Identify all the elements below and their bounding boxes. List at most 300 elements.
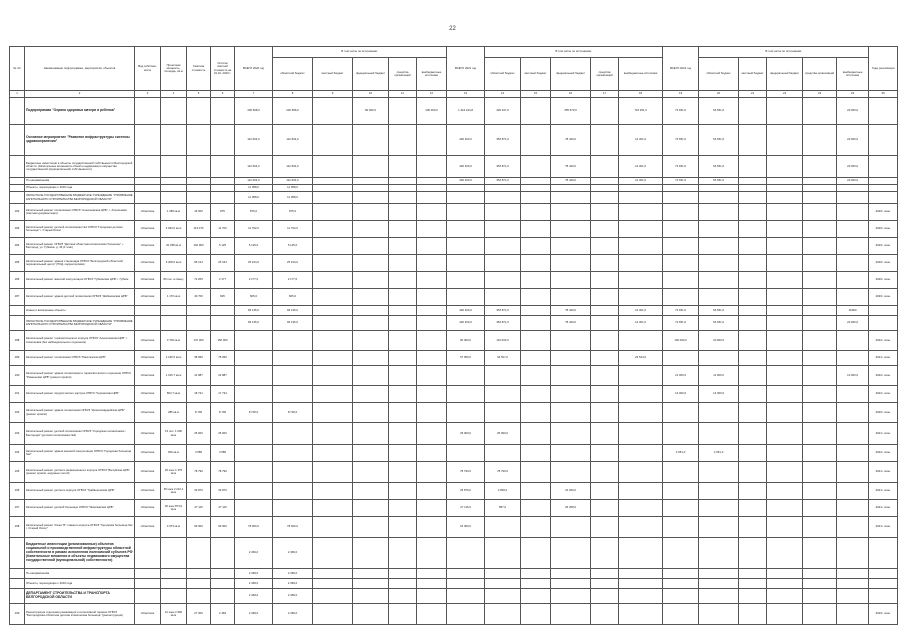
table-cell: 446 200,0 — [447, 178, 485, 185]
row-name-cell: Капитальный ремонт детской больницы ОГБУЗ "Яковлевская ЦРБ" — [25, 500, 135, 517]
table-cell: 60 000,0 — [447, 331, 485, 351]
table-cell — [521, 272, 551, 289]
row-name-cell: Капитальный ремонт детского инфекционного корпуса ОГБУЗ "Валуйская ЦРБ" (ремонт кровли, наружных сетей) — [25, 462, 135, 483]
table-cell — [767, 156, 803, 178]
table-row — [10, 483, 898, 500]
table-cell — [619, 445, 663, 462]
table-cell — [619, 185, 663, 192]
table-cell — [417, 604, 447, 625]
table-cell: 2 469,0 — [235, 579, 273, 589]
table-cell — [803, 204, 837, 221]
table-cell — [161, 192, 187, 204]
table-cell — [485, 185, 521, 192]
table-cell — [273, 386, 313, 403]
table-cell — [447, 221, 485, 238]
table-cell: 2020г. окон. — [869, 604, 898, 625]
table-cell — [767, 579, 803, 589]
table-cell — [389, 192, 417, 204]
table-cell — [521, 204, 551, 221]
table-cell: 25 164,0 — [273, 255, 313, 272]
table-cell — [389, 423, 417, 445]
table-cell — [767, 445, 803, 462]
table-cell — [803, 423, 837, 445]
table-cell: областная — [135, 366, 161, 386]
table-cell: 193 — [10, 423, 25, 445]
table-cell: 2022г. окон. — [869, 445, 898, 462]
table-cell — [447, 445, 485, 462]
table-cell — [417, 238, 447, 255]
table-cell: 78 790 — [187, 462, 211, 483]
table-cell — [803, 604, 837, 625]
table-cell — [161, 569, 187, 579]
table-cell: 2 469,0 — [273, 569, 313, 579]
table-cell — [663, 423, 699, 445]
table-cell: 446 200,0 — [447, 316, 485, 331]
table-cell: 20 258 кв.м — [161, 238, 187, 255]
table-cell — [447, 289, 485, 306]
table-cell: 2 469,0 — [235, 569, 273, 579]
table-cell: 96 135,0 — [235, 306, 273, 316]
table-cell — [739, 125, 767, 156]
table-cell — [235, 386, 273, 403]
table-cell — [869, 156, 898, 178]
table-cell: 183 — [10, 221, 25, 238]
table-cell — [739, 178, 767, 185]
table-cell — [663, 289, 699, 306]
table-cell — [389, 306, 417, 316]
table-cell — [619, 517, 663, 538]
table-cell — [767, 238, 803, 255]
table-cell — [161, 178, 187, 185]
table-cell — [313, 221, 353, 238]
column-number: 1 — [10, 91, 25, 98]
table-cell — [837, 238, 869, 255]
table-cell — [591, 289, 619, 306]
table-cell — [187, 156, 211, 178]
table-cell — [591, 604, 619, 625]
table-cell — [767, 272, 803, 289]
table-cell — [187, 178, 211, 185]
table-cell — [485, 272, 521, 289]
table-cell: 194 — [10, 445, 25, 462]
table-cell — [417, 204, 447, 221]
table-cell: 33 870 — [187, 483, 211, 500]
table-cell — [353, 589, 389, 604]
table-cell — [739, 386, 767, 403]
table-cell — [803, 403, 837, 423]
table-cell: 2020г. окон. — [869, 204, 898, 221]
table-cell — [803, 255, 837, 272]
table-cell — [699, 192, 739, 204]
header-total-2021: ВСЕГО 2021 год — [447, 47, 485, 91]
table-row — [10, 589, 898, 604]
table-cell — [803, 98, 837, 125]
table-cell — [591, 221, 619, 238]
table-cell — [551, 192, 591, 204]
table-cell: областная — [135, 272, 161, 289]
table-row — [10, 462, 898, 483]
table-cell: 446 200,0 — [447, 125, 485, 156]
header-remaining: Остаток сметной стоимости на 01.01. 2020 г. — [211, 47, 235, 91]
table-cell — [803, 462, 837, 483]
table-cell: 27 115 — [211, 500, 235, 517]
table-cell — [739, 306, 767, 316]
table-cell — [10, 125, 25, 156]
table-cell: 54 651,0 — [699, 316, 739, 331]
table-cell — [485, 445, 521, 462]
table-cell — [313, 445, 353, 462]
table-cell — [161, 98, 187, 125]
table-cell: 93 000 — [211, 517, 235, 538]
table-cell: 74 651,0 — [663, 316, 699, 331]
table-cell — [551, 589, 591, 604]
column-number: 6 — [211, 91, 235, 98]
table-cell — [417, 423, 447, 445]
table-cell: 2021г. окон. — [869, 351, 898, 366]
table-cell — [447, 185, 485, 192]
table-cell — [551, 423, 591, 445]
table-cell — [837, 589, 869, 604]
table-cell — [417, 351, 447, 366]
table-cell — [235, 331, 273, 351]
table-cell: 191 — [10, 386, 25, 403]
header-group-2022: В том числе по источникам: — [699, 47, 869, 58]
table-cell — [663, 185, 699, 192]
table-cell: 8 700 — [187, 403, 211, 423]
budget-table — [9, 46, 898, 625]
table-cell — [313, 604, 353, 625]
table-cell: 5 125 — [211, 238, 235, 255]
table-cell — [353, 366, 389, 386]
table-cell: 16 000 — [187, 204, 211, 221]
table-cell — [837, 192, 869, 204]
table-cell — [313, 272, 353, 289]
table-cell — [803, 517, 837, 538]
table-cell: 2022г. окон. — [869, 366, 898, 386]
table-cell: 182 — [10, 204, 25, 221]
table-cell — [837, 255, 869, 272]
column-number: 3 — [135, 91, 161, 98]
table-cell: 93 000 — [187, 517, 211, 538]
table-cell — [313, 589, 353, 604]
table-cell — [551, 255, 591, 272]
table-cell — [663, 272, 699, 289]
column-number: 14 — [485, 91, 521, 98]
row-name-cell: Капитальный ремонт детского корпуса ОГБУЗ "Грайворонская ЦРБ" — [25, 483, 135, 500]
table-cell — [837, 185, 869, 192]
table-cell — [447, 204, 485, 221]
table-cell — [10, 579, 25, 589]
table-cell — [447, 366, 485, 386]
table-cell: 2021г. окон. — [869, 483, 898, 500]
table-cell: 2 469,0 — [273, 538, 313, 569]
table-cell: 2020г. окон. — [869, 255, 898, 272]
header-total-2022: ВСЕГО 2022 год — [663, 47, 699, 91]
table-cell — [135, 306, 161, 316]
table-cell: 78 790,0 — [447, 462, 485, 483]
table-cell — [767, 423, 803, 445]
table-cell: 112 604,0 — [235, 156, 273, 178]
table-cell: 34 527,0 — [485, 351, 521, 366]
table-cell: 78 790 — [211, 462, 235, 483]
column-number: 23 — [803, 91, 837, 98]
table-cell — [389, 366, 417, 386]
table-cell — [353, 538, 389, 569]
table-cell: областная — [135, 500, 161, 517]
table-cell: 10 000,0 — [837, 366, 869, 386]
table-cell: 5 125,0 — [235, 238, 273, 255]
table-cell: 80 пос. в смену — [161, 272, 187, 289]
table-cell — [353, 255, 389, 272]
table-cell — [869, 569, 898, 579]
table-cell: 31 040,0 — [551, 483, 591, 500]
table-cell — [803, 538, 837, 569]
table-cell — [235, 500, 273, 517]
table-cell — [313, 289, 353, 306]
table-cell: 23 524,0 — [619, 351, 663, 366]
table-cell: 353 871,0 — [485, 316, 521, 331]
table-cell — [417, 331, 447, 351]
table-cell — [211, 125, 235, 156]
table-cell — [663, 517, 699, 538]
table-row — [10, 500, 898, 517]
table-cell — [521, 306, 551, 316]
table-cell — [869, 192, 898, 204]
table-cell — [699, 569, 739, 579]
table-row — [10, 289, 898, 306]
table-cell — [273, 351, 313, 366]
table-cell — [521, 445, 551, 462]
table-row — [10, 423, 898, 445]
table-cell: 14 301,0 — [619, 156, 663, 178]
table-cell — [521, 500, 551, 517]
table-cell — [837, 517, 869, 538]
table-cell — [389, 445, 417, 462]
table-row — [10, 351, 898, 366]
column-number: 2 — [25, 91, 135, 98]
column-numbers-row — [10, 91, 898, 98]
table-cell — [803, 351, 837, 366]
row-name-cell: Капитальный ремонт терапевтического корпуса ОГБУЗ "Алексеевская ЦРБ" г. Алексеевка (без наблюдательного отделения) — [25, 331, 135, 351]
table-cell — [521, 589, 551, 604]
table-row — [10, 403, 898, 423]
table-cell — [389, 331, 417, 351]
table-cell — [619, 331, 663, 351]
column-number: 19 — [663, 91, 699, 98]
table-cell — [767, 604, 803, 625]
table-cell: 196 — [10, 483, 25, 500]
table-cell: 8 700,0 — [273, 403, 313, 423]
table-cell: 30 коек 873,9 кв.м — [161, 500, 187, 517]
table-row — [10, 604, 898, 625]
table-cell — [313, 517, 353, 538]
table-body — [10, 91, 898, 625]
table-cell — [313, 538, 353, 569]
column-number: 8 — [273, 91, 313, 98]
table-cell — [767, 178, 803, 185]
table-row — [10, 221, 898, 238]
table-cell — [521, 462, 551, 483]
table-cell: областная — [135, 238, 161, 255]
header-src-local: местный бюджет — [521, 58, 551, 91]
table-cell: 27 000 — [187, 604, 211, 625]
table-cell: 38 950 — [187, 351, 211, 366]
table-cell: 74 651,0 — [663, 178, 699, 185]
table-cell — [211, 192, 235, 204]
table-cell — [313, 423, 353, 445]
table-cell — [837, 569, 869, 579]
table-cell — [803, 289, 837, 306]
table-cell — [161, 579, 187, 589]
table-cell — [353, 604, 389, 625]
table-cell — [353, 192, 389, 204]
table-cell — [869, 316, 898, 331]
table-cell — [273, 423, 313, 445]
table-cell — [619, 500, 663, 517]
table-cell — [313, 316, 353, 331]
table-cell: областная — [135, 221, 161, 238]
table-cell: областная — [135, 255, 161, 272]
table-cell — [767, 306, 803, 316]
table-cell — [739, 185, 767, 192]
table-cell — [803, 445, 837, 462]
table-cell — [803, 569, 837, 579]
table-cell — [767, 192, 803, 204]
table-cell: областная — [135, 445, 161, 462]
table-cell — [739, 517, 767, 538]
table-cell — [211, 185, 235, 192]
table-cell — [417, 500, 447, 517]
table-cell: 112 604,0 — [273, 125, 313, 156]
table-cell: 104 960 — [187, 238, 211, 255]
table-cell — [417, 192, 447, 204]
table-cell — [739, 255, 767, 272]
table-cell — [551, 204, 591, 221]
table-cell: 90 000,0 — [353, 98, 389, 125]
table-cell: областная — [135, 423, 161, 445]
table-row — [10, 156, 898, 178]
table-cell — [389, 98, 417, 125]
table-cell — [619, 569, 663, 579]
table-cell — [485, 255, 521, 272]
table-cell: 96 135,0 — [235, 316, 273, 331]
table-cell: областная — [135, 604, 161, 625]
table-cell — [521, 125, 551, 156]
table-cell — [447, 604, 485, 625]
table-cell — [837, 331, 869, 351]
table-cell: 4 923,6 кв.м — [161, 221, 187, 238]
table-cell: 96 135,0 — [273, 316, 313, 331]
table-cell: 25 000,0 — [485, 423, 521, 445]
table-cell: 78 426,0 — [551, 125, 591, 156]
table-cell: 78 426,0 — [551, 156, 591, 178]
table-cell — [389, 538, 417, 569]
table-cell: 57 950,0 — [447, 351, 485, 366]
table-cell — [739, 316, 767, 331]
table-cell: 74 651,0 — [663, 125, 699, 156]
table-cell: 4 651,0 — [699, 445, 739, 462]
row-name-cell: Объекты, переходящие с 2019 года — [25, 579, 135, 589]
table-cell: 20 000,0 — [837, 98, 869, 125]
row-name-cell: Новые и включенные объекты — [25, 306, 135, 316]
table-cell — [699, 351, 739, 366]
table-cell — [417, 403, 447, 423]
table-cell — [767, 366, 803, 386]
table-cell — [161, 125, 187, 156]
header-src-local: местный бюджет — [313, 58, 353, 91]
table-cell: 54 651,0 — [699, 98, 739, 125]
table-cell — [767, 351, 803, 366]
table-cell: 446 200,0 — [447, 156, 485, 178]
header-src-federal: федеральный бюджет — [353, 58, 389, 91]
table-cell — [551, 272, 591, 289]
table-cell: 35 коек 2 212,1 кв.м — [161, 483, 187, 500]
table-cell — [447, 569, 485, 579]
table-cell — [869, 125, 898, 156]
table-cell — [619, 272, 663, 289]
table-cell: 100 000,0 — [663, 331, 699, 351]
table-cell: 25 коек 1 375 кв.м — [161, 462, 187, 483]
table-row — [10, 306, 898, 316]
table-row — [10, 255, 898, 272]
table-cell: областная — [135, 386, 161, 403]
column-number: 15 — [521, 91, 551, 98]
table-cell — [353, 351, 389, 366]
table-cell: 2020г. окон. — [869, 289, 898, 306]
table-cell: 353 871,0 — [485, 306, 521, 316]
table-row — [10, 272, 898, 289]
table-cell — [521, 403, 551, 423]
header-src-extra: внебюджетные источники — [837, 58, 869, 91]
table-cell — [187, 306, 211, 316]
table-cell — [211, 306, 235, 316]
table-row — [10, 192, 898, 204]
table-cell — [551, 538, 591, 569]
table-cell — [235, 351, 273, 366]
table-cell — [767, 204, 803, 221]
table-cell — [739, 403, 767, 423]
row-name-cell: Капитальный ремонт поликлиники ОГБУЗ "Ракитянская ЦРБ" — [25, 351, 135, 366]
table-cell: 16 000,0 — [447, 517, 485, 538]
table-cell — [699, 221, 739, 238]
table-cell — [837, 386, 869, 403]
table-cell — [837, 289, 869, 306]
table-cell — [699, 604, 739, 625]
table-cell — [313, 178, 353, 185]
table-cell — [663, 221, 699, 238]
table-cell — [699, 500, 739, 517]
table-cell: 2 160,5 кв.м — [161, 351, 187, 366]
table-cell — [521, 221, 551, 238]
table-cell — [551, 289, 591, 306]
table-cell: 41 887 — [187, 366, 211, 386]
table-cell — [803, 386, 837, 403]
table-cell — [417, 125, 447, 156]
table-cell — [619, 221, 663, 238]
header-src-federal: федеральный бюджет — [767, 58, 803, 91]
table-cell — [161, 185, 187, 192]
table-cell — [273, 483, 313, 500]
table-cell — [591, 366, 619, 386]
table-cell — [313, 98, 353, 125]
table-cell — [803, 185, 837, 192]
table-row — [10, 238, 898, 255]
table-cell: 4 580 — [187, 445, 211, 462]
table-row — [10, 445, 898, 462]
table-cell — [803, 579, 837, 589]
table-cell: 2020г. окон. — [869, 403, 898, 423]
table-cell — [767, 255, 803, 272]
